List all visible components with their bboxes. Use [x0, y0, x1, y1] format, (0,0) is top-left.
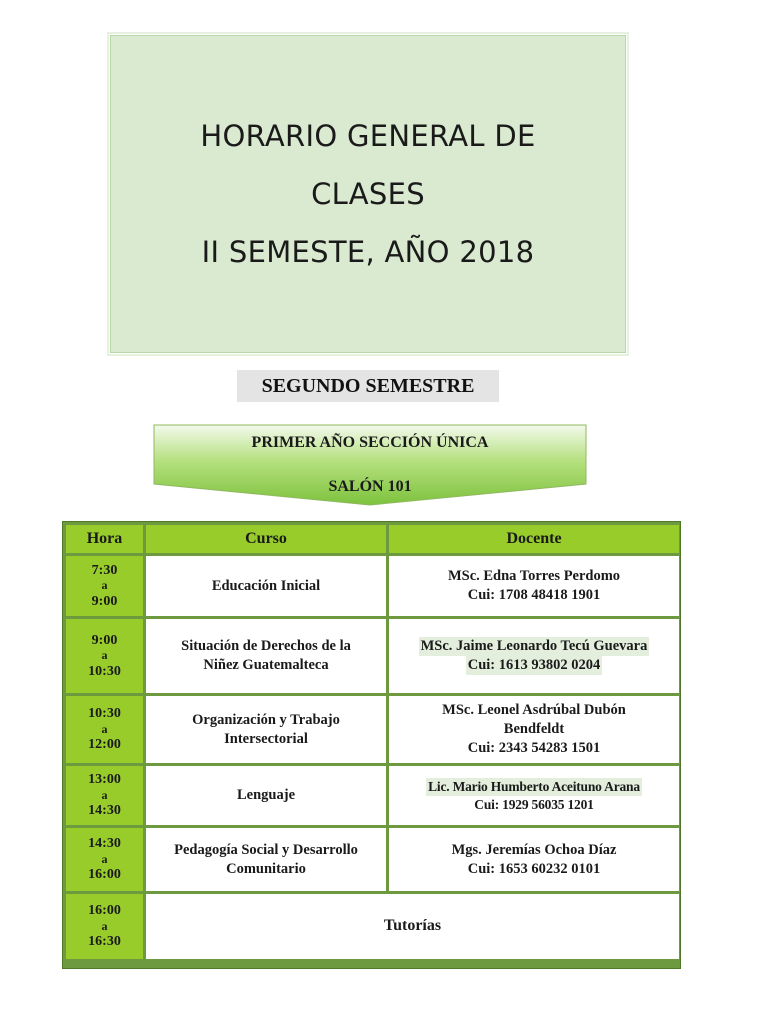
time-separator: a — [101, 851, 108, 866]
time-separator: a — [101, 787, 108, 802]
time-end: 10:30 — [88, 663, 121, 679]
time-start: 13:00 — [88, 772, 121, 787]
course-cell — [146, 766, 386, 825]
time-cell — [66, 894, 143, 959]
section-label: PRIMER AÑO SECCIÓN ÚNICA — [251, 434, 489, 451]
header-docente: Docente — [389, 525, 679, 553]
course-name-line: Situación de Derechos de la — [181, 638, 351, 655]
section-banner — [153, 424, 587, 506]
teacher-cell — [389, 556, 679, 616]
time-end: 9:00 — [91, 593, 118, 609]
time-cell — [66, 619, 143, 693]
teacher-cui: Cui: 1653 60232 0101 — [467, 860, 601, 877]
time-start: 9:00 — [91, 632, 118, 648]
time-start: 10:30 — [88, 706, 121, 721]
time-cell — [66, 828, 143, 891]
time-end: 14:30 — [88, 803, 121, 819]
time-start: 7:30 — [91, 562, 118, 578]
teacher-name: Lic. Mario Humberto Aceituno Arana — [428, 778, 640, 794]
title-box — [110, 35, 626, 353]
course-name-line: Pedagogía Social y Desarrollo — [174, 841, 358, 858]
teacher-cui: Cui: 1613 93802 0204 — [467, 657, 601, 673]
time-separator: a — [101, 721, 108, 736]
teacher-cell — [389, 619, 679, 693]
teacher-name: MSc. Edna Torres Perdomo — [447, 568, 621, 585]
teacher-name: Mgs. Jeremías Ochoa Díaz — [451, 841, 617, 858]
course-cell — [146, 619, 386, 693]
time-end: 16:00 — [88, 867, 121, 883]
time-cell — [66, 766, 143, 825]
course-cell — [146, 696, 386, 763]
teacher-cell — [389, 828, 679, 891]
time-separator: a — [101, 918, 108, 933]
tutorias-cell — [146, 894, 679, 959]
course-name: Educación Inicial — [211, 577, 321, 594]
time-end: 16:30 — [88, 934, 121, 950]
course-name: Lenguaje — [237, 787, 295, 804]
title-line-2: CLASES — [311, 177, 425, 211]
room-label: SALÓN 101 — [328, 478, 412, 495]
semester-heading: SEGUNDO SEMESTRE — [237, 370, 499, 402]
time-cell — [66, 696, 143, 763]
title-line-3: II SEMESTE, AÑO 2018 — [201, 235, 535, 269]
teacher-cell — [389, 766, 679, 825]
time-start: 16:00 — [88, 903, 121, 918]
course-name-line: Niñez Guatemalteca — [203, 657, 329, 673]
teacher-cui: Cui: 1929 56035 1201 — [474, 796, 594, 812]
course-cell — [146, 828, 386, 891]
teacher-cui: Cui: 1708 48418 1901 — [467, 587, 601, 603]
course-name-line: Intersectorial — [224, 730, 308, 747]
header-hora: Hora — [66, 525, 143, 553]
tutorias-label: Tutorías — [383, 917, 442, 935]
time-separator: a — [101, 648, 108, 663]
time-end: 12:00 — [88, 737, 121, 753]
title-line-1: HORARIO GENERAL DE — [200, 119, 536, 153]
course-name-line: Organización y Trabajo — [192, 711, 340, 728]
teacher-name-line: MSc. Leonel Asdrúbal Dubón — [442, 702, 626, 719]
schedule-table — [63, 522, 680, 968]
time-cell — [66, 556, 143, 616]
header-curso: Curso — [146, 525, 386, 553]
teacher-name: MSc. Jaime Leonardo Tecú Guevara — [420, 638, 648, 655]
time-separator: a — [101, 578, 108, 593]
teacher-cui: Cui: 2343 54283 1501 — [467, 739, 601, 756]
course-name-line: Comunitario — [226, 860, 306, 877]
time-start: 14:30 — [88, 836, 121, 851]
course-cell — [146, 556, 386, 616]
teacher-name-line: Bendfeldt — [503, 721, 565, 738]
teacher-cell — [389, 696, 679, 763]
